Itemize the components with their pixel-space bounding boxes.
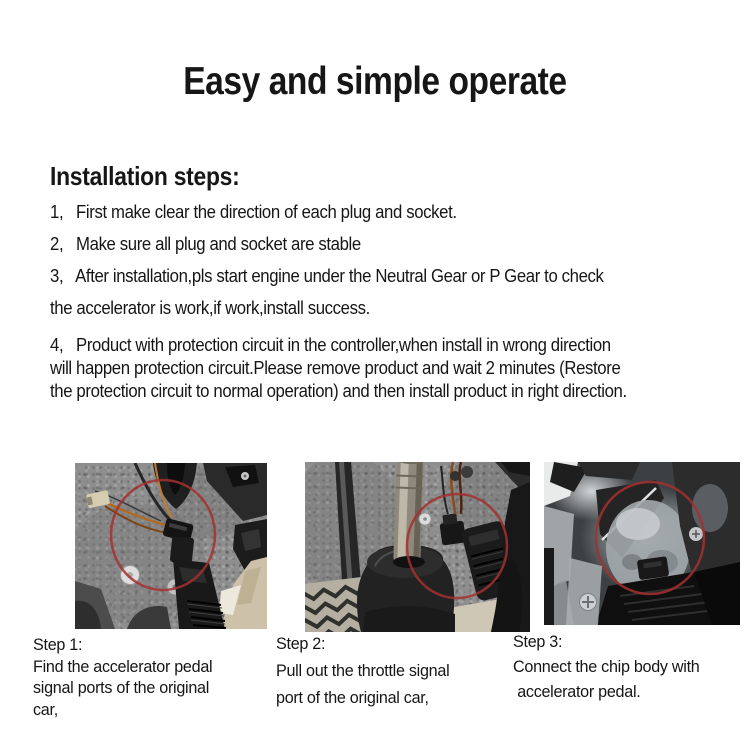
caption-step2-line: port of the original car, [276,688,429,707]
step-line-3-continued: the accelerator is work,if work,install success. [50,298,370,318]
page-title [0,60,750,104]
step1-photo-illustration [75,463,267,629]
photo-step3-chip-body-connected [544,462,740,625]
note-line-2: will happen protection circuit.Please remove product and wait 2 minutes (Restore [50,358,621,378]
caption-step3 [513,629,700,704]
step-line-3: 3, After installation,pls start engine under the Neutral Gear or P Gear to check [50,266,604,286]
note-line-1: 4, Product with protection circuit in the controller,when install in wrong direction [50,335,611,355]
installation-steps-list [50,196,604,324]
caption-step3-line: Connect the chip body with [513,657,700,676]
caption-step1-line: signal ports of the original [33,678,210,697]
photo-step1-accelerator-pedal-ports [75,463,267,629]
page-title-text: Easy and simple operate [183,60,567,104]
caption-step1-line: car, [33,699,58,719]
protection-circuit-note [50,334,627,403]
note-line-3: the protection circuit to normal operation) and then install product in right direction. [50,381,627,401]
caption-step1-line: Find the accelerator pedal [33,656,213,676]
white-connector [86,490,110,508]
caption-step3-label: Step 3: [513,632,563,651]
caption-step1 [33,634,212,720]
caption-step2-line: Pull out the throttle signal [276,661,450,680]
step2-photo-illustration [305,462,530,632]
step3-photo-illustration [544,462,740,625]
step-line-1: 1, First make clear the direction of each plug and socket. [50,202,457,222]
caption-step2 [276,630,449,711]
caption-step2-label: Step 2: [276,634,326,653]
step-line-2: 2, Make sure all plug and socket are stable [50,234,361,254]
caption-step1-label: Step 1: [33,635,83,654]
caption-step3-line: accelerator pedal. [513,682,641,701]
section-heading: Installation steps: [50,160,240,191]
photo-step2-throttle-signal-port [305,462,530,632]
chip-connector [637,556,669,580]
